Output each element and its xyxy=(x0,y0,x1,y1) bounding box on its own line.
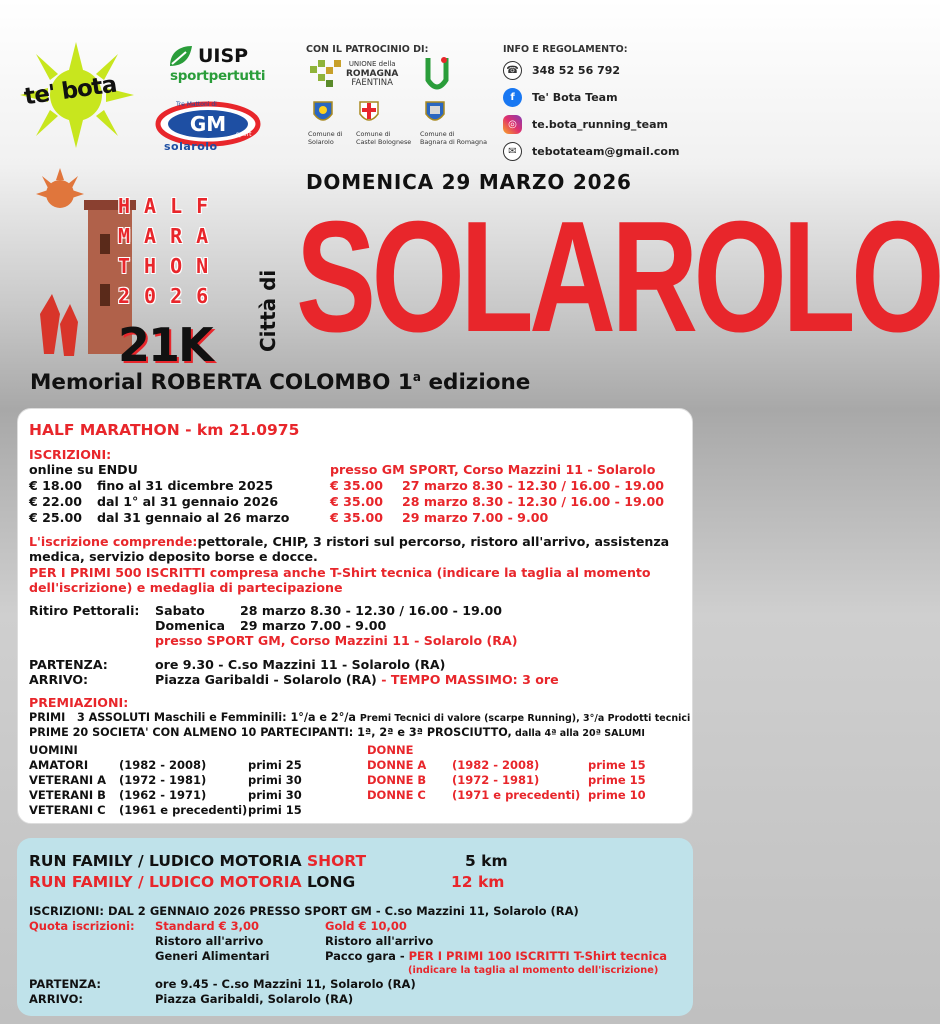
uisp-subtitle: sportpertutti xyxy=(170,68,266,84)
donne-prize: prime 10 xyxy=(588,788,646,802)
crest-label-solarolo xyxy=(308,131,343,146)
uomini-prize: primi 30 xyxy=(248,788,302,802)
family-short-km: 5 km xyxy=(465,852,508,870)
partenza-text: ore 9.30 - C.so Mazzini 11 - Solarolo (RA) xyxy=(155,657,446,672)
primi-b: Premi Tecnici di valore (scarpe Running), 3°/a Prodotti tecnici xyxy=(359,713,691,724)
family-iscrizioni: ISCRIZIONI: DAL 2 GENNAIO 2026 PRESSO SPORT GM - C.so Mazzini 11, Solarolo (RA) xyxy=(29,904,579,918)
patrocinio-title: CON IL PATROCINIO DI: xyxy=(306,44,429,55)
comprende-label: L'iscrizione comprende: xyxy=(29,534,198,549)
presso-when: 27 marzo 8.30 - 12.30 / 16.00 - 19.00 xyxy=(402,478,665,493)
online-price: € 25.00 xyxy=(29,510,82,525)
presso-price: € 35.00 xyxy=(330,478,383,493)
romagna-small: UNIONE della xyxy=(348,60,396,68)
hm-row-3: THON xyxy=(118,254,223,278)
family-long-a: RUN FAMILY / LUDICO MOTORIA xyxy=(29,873,307,891)
online-label: online su ENDU xyxy=(29,462,138,477)
uomini-cat: AMATORI xyxy=(29,758,89,772)
gm-logo-text: GM xyxy=(189,112,227,136)
donne-cat: DONNE C xyxy=(367,788,426,802)
info-instagram-text[interactable]: te.bota_running_team xyxy=(532,118,669,131)
family-long-b: LONG xyxy=(306,873,356,891)
presso-label: presso GM SPORT, Corso Mazzini 11 - Solarolo xyxy=(330,462,656,477)
uomini-cat: VETERANI A xyxy=(29,773,107,787)
memorial-title xyxy=(30,370,530,395)
primi-a: 3 ASSOLUTI Maschili e Femminili: 1°/a e 2°/a xyxy=(76,711,356,724)
uomini-years: (1961 e precedenti) xyxy=(119,803,248,817)
uomini-cat: VETERANI C xyxy=(29,803,106,817)
donne-years: (1971 e precedenti) xyxy=(452,788,581,802)
half-heading: HALF MARATHON - km 21.0975 xyxy=(29,421,300,439)
comprende-text2: medica, servizio deposito borse e docce. xyxy=(29,549,318,564)
mail-icon: ✉ xyxy=(503,142,522,161)
tshirt-text1: PER I PRIMI 500 ISCRITTI compresa anche T-Shirt tecnica (indicare la taglia al momento xyxy=(29,565,651,580)
family-quota-label: Quota iscrizioni: xyxy=(29,919,135,933)
comprende-line1 xyxy=(29,534,669,549)
citta-di-label: Città di xyxy=(256,269,280,352)
21k-label: 21K xyxy=(118,318,212,372)
comprende-text1: pettorale, CHIP, 3 ristori sul percorso, ristoro all'arrivo, assistenza xyxy=(197,534,670,549)
uomini-label: UOMINI xyxy=(29,743,78,757)
primi-line xyxy=(29,710,690,726)
tshirt-text2: dell'iscrizione) e medaglia di partecipazione xyxy=(29,580,343,595)
crest-label-line: Castel Bolognese xyxy=(356,137,412,146)
family-arrivo-label: ARRIVO: xyxy=(29,992,83,1006)
ritiro-day1: Sabato xyxy=(155,603,205,618)
facebook-icon: f xyxy=(503,88,522,107)
hm-row-4: 2026 xyxy=(118,284,223,308)
city-title: SOLAROLO xyxy=(296,189,940,365)
donne-years: (1982 - 2008) xyxy=(452,758,540,772)
romagna-name: ROMAGNA xyxy=(346,68,399,79)
info-mail-text[interactable]: tebotateam@gmail.com xyxy=(532,145,680,158)
tempo-massimo: - TEMPO MASSIMO: 3 ore xyxy=(376,672,559,687)
uomini-years: (1972 - 1981) xyxy=(119,773,207,787)
family-gold-2b: PER I PRIMI 100 ISCRITTI T-Shirt tecnica xyxy=(408,949,668,963)
memorial-sup: a xyxy=(412,370,421,384)
family-partenza: ore 9.45 - C.so Mazzini 11, Solarolo (RA) xyxy=(155,977,416,991)
online-when: dal 31 gennaio al 26 marzo xyxy=(97,510,290,525)
romagna-sub: FAENTINA xyxy=(351,77,393,88)
uisp-leaf-icon xyxy=(166,44,196,70)
event-date: DOMENICA 29 MARZO 2026 xyxy=(306,170,632,194)
donne-cat: DONNE B xyxy=(367,773,427,787)
castel-bolognese-crest-icon xyxy=(358,100,380,126)
uomini-years: (1962 - 1971) xyxy=(119,788,207,802)
family-standard: Standard € 3,00 xyxy=(155,919,260,933)
family-gold-2-line xyxy=(325,949,667,964)
family-long-km: 12 km xyxy=(451,873,505,891)
family-short-b: SHORT xyxy=(306,852,367,870)
online-when: dal 1° al 31 gennaio 2026 xyxy=(97,494,279,509)
hm-row-2: MARA xyxy=(118,224,223,248)
crest-label-line: Comune di xyxy=(308,130,343,138)
hm-row-1: HALF xyxy=(118,194,223,218)
gm-logo-sport: sport xyxy=(236,131,252,138)
info-phone-text: 348 52 56 792 xyxy=(532,64,621,77)
romagna-text xyxy=(346,60,398,88)
phone-icon: ☎ xyxy=(503,61,522,80)
info-phone xyxy=(503,61,620,80)
donne-years: (1972 - 1981) xyxy=(452,773,540,787)
family-std-1: Ristoro all'arrivo xyxy=(155,934,264,948)
crest-label-line: Bagnara di Romagna xyxy=(420,137,487,146)
tebota-logo-text: te' bota xyxy=(22,71,118,111)
donne-label: DONNE xyxy=(367,743,414,757)
bagnara-u-logo xyxy=(424,54,450,96)
info-title: INFO E REGOLAMENTO: xyxy=(503,44,628,55)
gm-sport-logo xyxy=(156,98,260,146)
ritiro-label: Ritiro Pettorali: xyxy=(29,603,140,618)
donne-prize: prime 15 xyxy=(588,773,646,787)
family-gold-1: Ristoro all'arrivo xyxy=(325,934,434,948)
ritiro-place: presso SPORT GM, Corso Mazzini 11 - Solarolo (RA) xyxy=(155,633,518,648)
arrivo-line xyxy=(155,672,559,687)
premiazioni-label: PREMIAZIONI: xyxy=(29,695,129,710)
arrivo-text: Piazza Garibaldi - Solarolo (RA) xyxy=(155,672,377,687)
info-instagram[interactable] xyxy=(503,115,668,134)
online-price: € 18.00 xyxy=(29,478,82,493)
family-std-2: Generi Alimentari xyxy=(155,949,270,963)
memorial-text: Memorial ROBERTA COLOMBO 1 xyxy=(30,370,413,396)
family-gold: Gold € 10,00 xyxy=(325,919,407,933)
presso-price: € 35.00 xyxy=(330,494,383,509)
crest-label-bagnara xyxy=(420,131,487,146)
crest-label-line: Comune di xyxy=(420,130,455,138)
uomini-cat: VETERANI B xyxy=(29,788,106,802)
donne-prize: prime 15 xyxy=(588,758,646,772)
uomini-prize: primi 30 xyxy=(248,773,302,787)
info-mail[interactable] xyxy=(503,142,679,161)
family-short-line xyxy=(29,854,366,869)
family-arrivo: Piazza Garibaldi, Solarolo (RA) xyxy=(155,992,354,1006)
iscrizioni-label: ISCRIZIONI: xyxy=(29,447,112,462)
uomini-prize: primi 25 xyxy=(248,758,302,772)
info-facebook-text[interactable]: Te' Bota Team xyxy=(532,91,618,104)
online-price: € 22.00 xyxy=(29,494,82,509)
family-partenza-label: PARTENZA: xyxy=(29,977,101,991)
family-long-line xyxy=(29,875,355,890)
crest-label-castel xyxy=(356,131,411,146)
uomini-years: (1982 - 2008) xyxy=(119,758,207,772)
donne-cat: DONNE A xyxy=(367,758,427,772)
arrivo-label: ARRIVO: xyxy=(29,672,89,687)
instagram-icon: ◎ xyxy=(503,115,522,134)
bagnara-crest-icon xyxy=(424,100,446,126)
uisp-name: UISP xyxy=(198,45,249,67)
ritiro-time1: 28 marzo 8.30 - 12.30 / 16.00 - 19.00 xyxy=(240,603,503,618)
uomini-prize: primi 15 xyxy=(248,803,302,817)
gm-logo-small: Tre Mattoni di xyxy=(176,101,217,108)
presso-when: 29 marzo 7.00 - 9.00 xyxy=(402,510,549,525)
ritiro-day2: Domenica xyxy=(155,618,226,633)
crest-label-line: Comune di xyxy=(356,130,391,138)
memorial-end: edizione xyxy=(420,370,531,396)
primi-label: PRIMI xyxy=(29,711,66,724)
partenza-label: PARTENZA: xyxy=(29,657,108,672)
ritiro-time2: 29 marzo 7.00 - 9.00 xyxy=(240,618,387,633)
societa-line xyxy=(29,725,645,741)
presso-when: 28 marzo 8.30 - 12.30 / 16.00 - 19.00 xyxy=(402,494,665,509)
family-short-a: RUN FAMILY / LUDICO MOTORIA xyxy=(29,852,307,870)
societa-b: dalla 4ª alla 20ª SALUMI xyxy=(511,728,645,739)
societa-a: PRIME 20 SOCIETA' CON ALMENO 10 PARTECIPANTI: 1ª, 2ª e 3ª PROSCIUTTO, xyxy=(29,726,512,739)
presso-price: € 35.00 xyxy=(330,510,383,525)
family-gold-3: (indicare la taglia al momento dell'iscrizione) xyxy=(408,965,659,976)
info-facebook[interactable] xyxy=(503,88,618,107)
crest-label-line: Solarolo xyxy=(308,137,334,146)
online-when: fino al 31 dicembre 2025 xyxy=(97,478,274,493)
family-gold-2: Pacco gara - xyxy=(325,949,409,963)
solarolo-crest-icon xyxy=(312,100,334,126)
solarolo-subtitle: solarolo xyxy=(164,140,218,153)
